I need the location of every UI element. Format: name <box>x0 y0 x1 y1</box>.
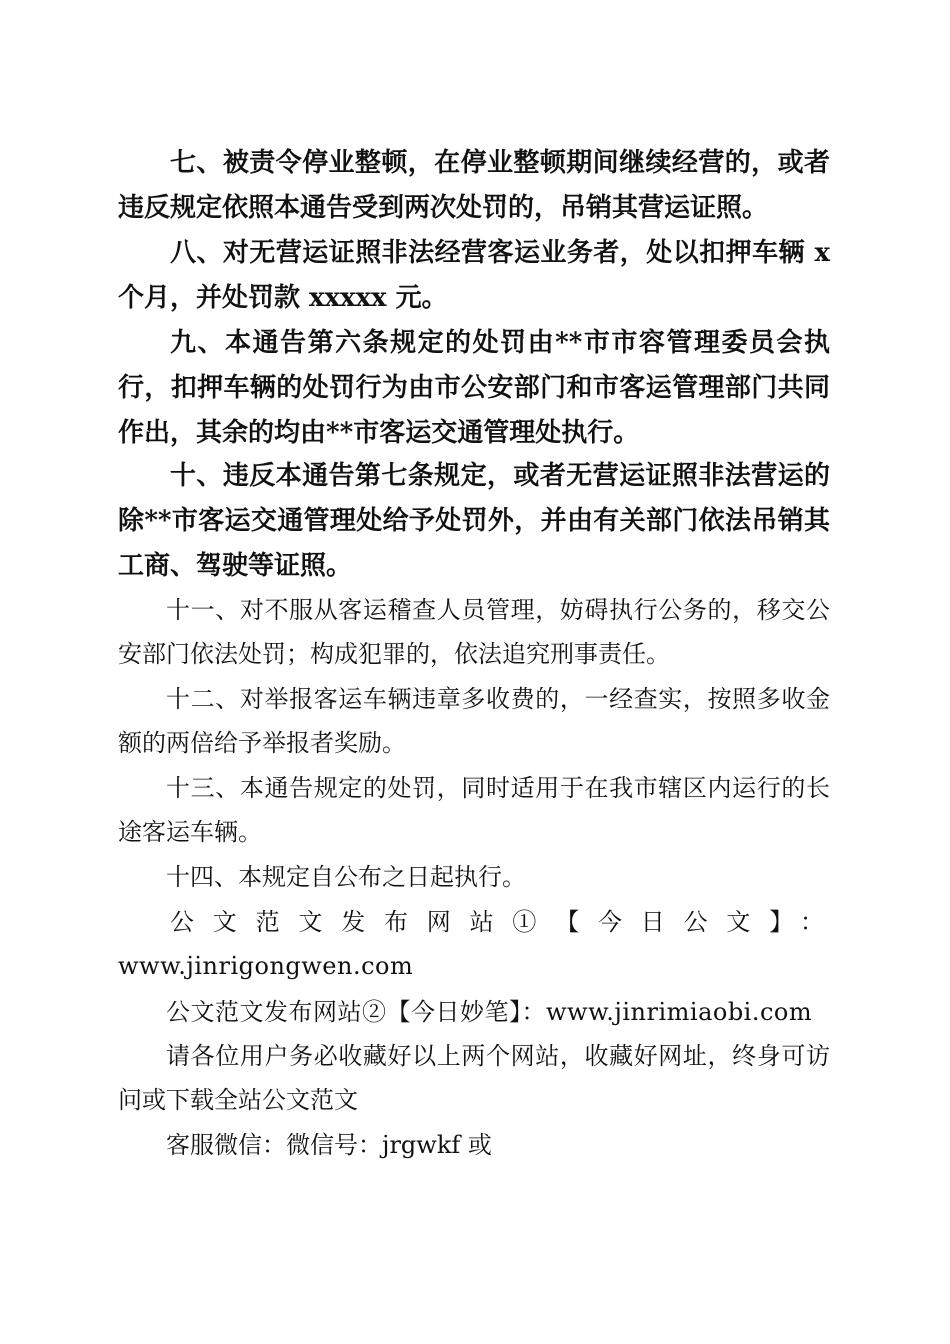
customer-service-wechat: 客服微信：微信号：jrgwkf 或 <box>166 1131 492 1159</box>
paragraph-ten: 十、违反本通告第七条规定，或者无营运证照非法营运的除**市客运交通管理处给予处罚外，并由有关部门依法吊销其工商、驾驶等证照。 <box>118 461 830 581</box>
paragraph-seven: 七、被责令停业整顿，在停业整顿期间继续经营的，或者违反规定依照本通告受到两次处罚的，吊销其营运证照。 <box>118 148 830 223</box>
reminder-text: 请各位用户务必收藏好以上两个网站，收藏好网址，终身可访问或下载全站公文范文 <box>118 1042 830 1114</box>
paragraph-thirteen: 十三、本通告规定的处罚，同时适用于在我市辖区内运行的长途客运车辆。 <box>118 774 830 846</box>
paragraph-eight: 八、对无营运证照非法经营客运业务者，处以扣押车辆 x 个月，并处罚款 xxxxx 元。 <box>118 238 830 313</box>
website-two: 公文范文发布网站②【今日妙笔】：www.jinrimiaobi.com <box>166 998 813 1026</box>
paragraph-eleven: 十一、对不服从客运稽查人员管理，妨碍执行公务的，移交公安部门依法处罚；构成犯罪的，依法追究刑事责任。 <box>118 596 830 668</box>
paragraph-twelve: 十二、对举报客运车辆违章多收费的，一经查实，按照多收金额的两倍给予举报者奖励。 <box>118 685 830 757</box>
paragraph-nine: 九、本通告第六条规定的处罚由**市市容管理委员会执行，扣押车辆的处罚行为由市公安部门和市客运管理部门共同作出，其余的均由**市客运交通管理处执行。 <box>118 328 830 448</box>
paragraph-fourteen: 十四、本规定自公布之日起执行。 <box>166 863 526 891</box>
website-one-block <box>118 900 830 988</box>
website-one-url[interactable]: www.jinrigongwen.com <box>118 952 414 980</box>
website-one-label: 公文范文发布网站①【今日公文】： <box>170 908 830 936</box>
